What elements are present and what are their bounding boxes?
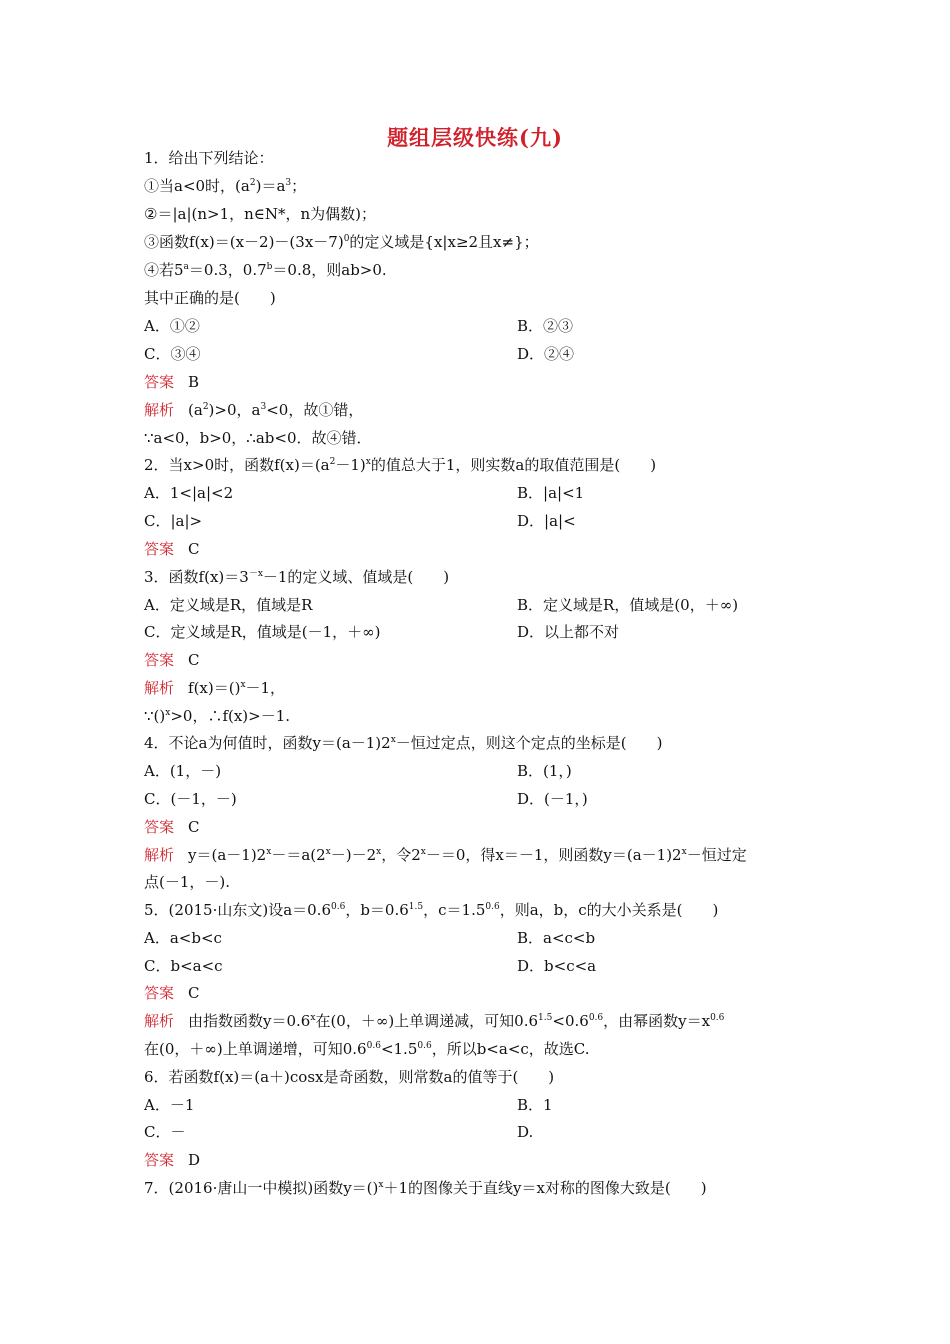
q1-statement-4: ④若$5^a=0.3$，0.7$^b$＝0.8，则ab>0. — [144, 261, 387, 279]
q3-answer: 答案 C — [144, 651, 200, 669]
q6-stem: 6．若函数f(x)＝(a＋)cosx是奇函数，则常数a的值等于( ) — [144, 1068, 555, 1086]
q3-option-b: B．定义域是R，值域是(0，＋∞) — [517, 596, 739, 614]
q1-analysis-2: ∵a<0，b>0，∴ab<0．故④错． — [144, 429, 372, 447]
q1-option-c: C．③④ — [144, 345, 201, 363]
q1-statement-3: ③函数$f(x)=(x-2)-(3x-7)^0$的定义域是{x|x≥2且x≠}； — [144, 233, 539, 251]
q1-stem: 1．给出下列结论： — [144, 149, 274, 167]
q4-analysis-2: 点(－1，－). — [144, 873, 231, 891]
q7-stem: 7．(2016·唐山一中模拟)函数y＝()$^x$＋1的图像关于直线y＝x对称的图像大致是( ) — [144, 1179, 707, 1197]
q1-option-d: D．②④ — [517, 345, 575, 363]
q1-statement-1: ①当a<0时，$(a^2)=a^3$； — [144, 177, 307, 195]
q1-question: 其中正确的是( ) — [144, 289, 276, 307]
q5-option-a: A．a<b<c — [144, 929, 222, 947]
q3-option-a: A．定义域是R，值域是R — [144, 596, 313, 614]
q1-statement-2: ②＝|a|(n>1，n∈N*，n为偶数)； — [144, 205, 377, 223]
q2-answer: 答案 C — [144, 540, 200, 558]
q4-option-b: B．(1，) — [517, 762, 572, 780]
q6-answer: 答案 D — [144, 1151, 201, 1169]
q4-option-d: D．(－1，) — [517, 790, 588, 808]
q3-analysis-1: 解析 f(x)＝()$^x$－1， — [144, 679, 286, 697]
q6-option-a: A．－1 — [144, 1096, 195, 1114]
q4-answer: 答案 C — [144, 818, 200, 836]
q5-option-d: D．b<c<a — [517, 957, 597, 975]
q4-analysis-1: 解析 $y=(a-1)2^x-=a(2^x-)-2^x$，令$2^x-=0$，得x＝－1，则函数$y=(a-1)2^x-$恒过定 — [144, 846, 747, 864]
page-title: 题组层级快练(九) — [387, 125, 563, 150]
q3-stem: 3．函数$f(x)=3^{-x}-1$的定义域、值域是( ) — [144, 568, 450, 586]
q5-stem: 5．(2015·山东文)设$a=0.6^{0.6}$，$b=0.6^{1.5}$，$c=1.5^{0.6}$，则a，b，c的大小关系是( ) — [144, 901, 719, 919]
q4-stem: 4．不论a为何值时，函数$y=(a-1)2^x-$恒过定点，则这个定点的坐标是( ) — [144, 734, 663, 752]
q4-option-a: A．(1，－) — [144, 762, 222, 780]
q6-option-d: D. — [517, 1123, 534, 1141]
q3-option-d: D．以上都不对 — [517, 623, 620, 641]
q2-option-c: C．|a|> — [144, 512, 203, 530]
q5-option-b: B．a<c<b — [517, 929, 596, 947]
q2-option-a: A．1<|a|<2 — [144, 484, 234, 502]
q2-stem: 2．当x>0时，函数$f(x)=(a^2-1)^x$的值总大于1，则实数a的取值范围是( ) — [144, 456, 657, 474]
q3-analysis-2: ∵()$^x$>0，∴f(x)>－1. — [144, 707, 291, 725]
q1-option-a: A．①② — [144, 317, 200, 335]
q6-option-b: B．1 — [517, 1096, 553, 1114]
q5-answer: 答案 C — [144, 984, 200, 1002]
q5-analysis-1: 解析 由指数函数$y=0.6^x$在(0，＋∞)上单调递减，可知$0.6^{1.5}<0.6^{0.6}$，由幂函数$y=x^{0.6}$ — [144, 1012, 725, 1030]
q1-answer: 答案 B — [144, 373, 200, 391]
q2-option-d: D．|a|< — [517, 512, 576, 530]
q5-analysis-2: 在(0，＋∞)上单调递增，可知$0.6^{0.6}<1.5^{0.6}$，所以b<a<c，故选C. — [144, 1040, 590, 1058]
q5-option-c: C．b<a<c — [144, 957, 223, 975]
q4-option-c: C．(－1，－) — [144, 790, 237, 808]
q2-option-b: B．|a|<1 — [517, 484, 585, 502]
q6-option-c: C．－ — [144, 1123, 186, 1141]
q1-analysis-1: 解析 $(a^2)>0$，$a^3<0$，故①错， — [144, 401, 364, 419]
q1-option-b: B．②③ — [517, 317, 574, 335]
q3-option-c: C．定义域是R，值域是(－1，＋∞) — [144, 623, 381, 641]
